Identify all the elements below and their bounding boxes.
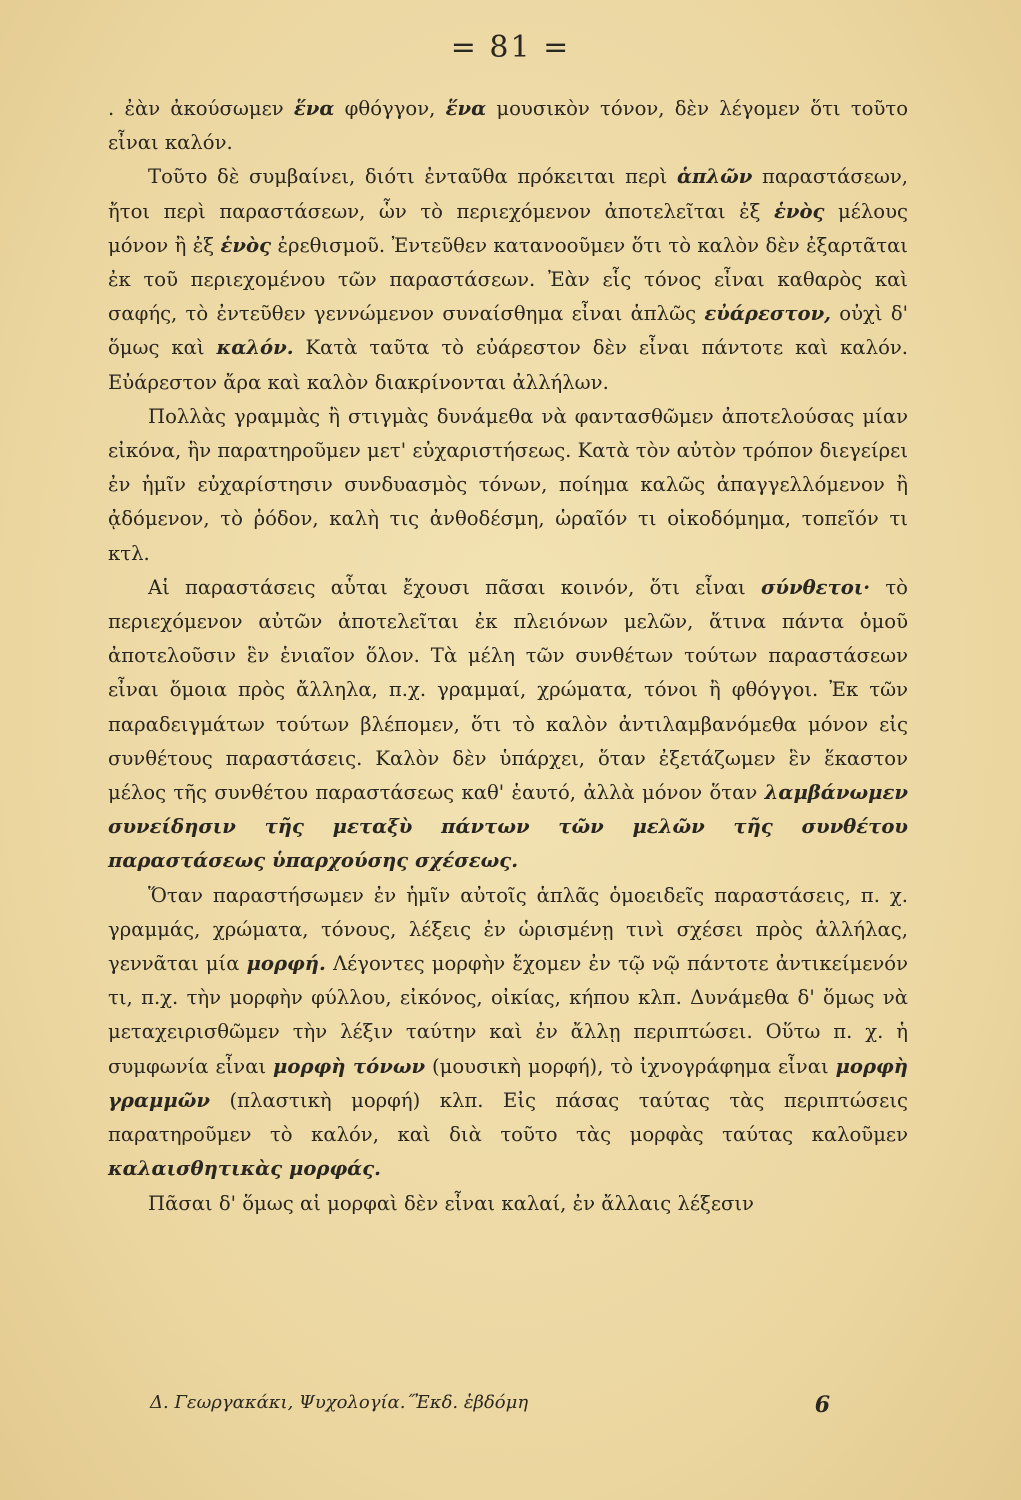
- emphasis-text: ἑνὸς: [773, 199, 825, 223]
- text-run: Λέγοντες μορφὴν ἔχομεν ἐν τῷ νῷ πάντοτε ἀντικείμενόν τι, π.χ. τὴν μορφὴν φύλλου, εἰκόνος, οἰκίας, κήπου κλπ. Δυνάμεθα δ' ὅμως νὰ μεταχειρισθῶμεν τὴν λέξιν ταύτην καὶ ἐν ἄλλῃ περιπτώσει. Οὕτω π. χ. ἡ συμφωνία εἶναι: [108, 952, 909, 1078]
- text-run: Πᾶσαι δ' ὅμως αἱ μορφαὶ δὲν εἶναι καλαί, ἐν ἄλλαις λέξεσιν: [148, 1191, 754, 1215]
- emphasis-text: σύνθετοι·: [760, 575, 871, 599]
- text-run: (μουσικὴ μορφή), τὸ ἰχνογράφημα εἶναι: [425, 1054, 836, 1078]
- text-run: οὐχὶ δ' ὅμως καὶ: [108, 302, 909, 360]
- emphasis-text: καλόν.: [216, 336, 294, 360]
- paragraph: [108, 400, 908, 571]
- text-run: ἐρεθισμοῦ. Ἐντεῦθεν κατανοοῦμεν ὅτι τὸ καλὸν δὲν ἐξαρτᾶται ἐκ τοῦ περιεχομένου τῶν παραστάσεων. Ἐὰν εἷς τόνος εἶναι καθαρὸς καὶ σαφής, τὸ ἐντεῦθεν γεννώμενον συναίσθημα εἶναι ἁπλῶς: [108, 233, 908, 326]
- paragraph: [108, 1187, 908, 1221]
- text-run: (πλαστικὴ μορφή) κλπ. Εἰς πάσας ταύτας τὰς περιπτώσεις παρατηροῦμεν τὸ καλόν, καὶ διὰ τοῦτο τὰς μορφὰς ταύτας καλοῦμεν: [108, 1088, 908, 1147]
- footer: [150, 1392, 830, 1418]
- emphasis-text: μορφή.: [246, 952, 326, 976]
- emphasis-text: ἁπλῶν: [676, 165, 753, 189]
- text-run: . ἐὰν ἀκούσωμεν: [108, 97, 294, 120]
- emphasis-text: ἕνα: [293, 97, 335, 120]
- text-run: μουσικὸν τόνον, δὲν λέγομεν ὅτι τοῦτο εἶναι καλόν.: [108, 97, 908, 155]
- printer-signature: Δ. Γεωργακάκι, Ψυχολογία.˝Ἐκδ. ἑβδόμη: [150, 1392, 529, 1413]
- emphasis-text: λαμβάνωμεν συνείδησιν τῆς μεταξὺ πάντων τῶν μελῶν τῆς συνθέτου παραστάσεως ὑπαρχούσης σχέσεως.: [108, 781, 908, 873]
- text-run: Κατὰ ταῦτα τὸ εὐάρεστον δὲν εἶναι πάντοτε καὶ καλόν. Εὐάρεστον ἄρα καὶ καλὸν διακρίνονται ἀλλήλων.: [108, 336, 909, 394]
- emphasis-text: μορφὴ γραμμῶν: [108, 1054, 908, 1112]
- body-text: [108, 92, 908, 1221]
- text-run: μέλους μόνον ἢ ἐξ: [108, 199, 908, 257]
- paragraph: [108, 160, 908, 399]
- text-run: Ὅταν παραστήσωμεν ἐν ἡμῖν αὐτοῖς ἁπλᾶς ὁμοειδεῖς παραστάσεις, π. χ. γραμμάς, χρώματα, τόνους, λέξεις ἐν ὡρισμένῃ τινὶ σχέσει πρὸς ἀλλήλας, γεννᾶται μία: [108, 883, 908, 976]
- text-run: φθόγγον,: [334, 97, 446, 120]
- emphasis-text: ἑνὸς: [220, 233, 272, 257]
- emphasis-text: εὐάρεστον,: [704, 302, 831, 326]
- paragraph: [108, 879, 908, 1187]
- sheet-number: 6: [814, 1392, 830, 1418]
- text-run: παραστάσεων, ἤτοι περὶ παραστάσεων, ὧν τὸ περιεχόμενον ἀποτελεῖται ἐξ: [108, 165, 909, 223]
- text-run: Τοῦτο δὲ συμβαίνει, διότι ἐνταῦθα πρόκειται περὶ: [148, 165, 677, 189]
- text-run: Αἱ παραστάσεις αὗται ἔχουσι πᾶσαι κοινόν, ὅτι εἶναι: [148, 575, 761, 599]
- page-number: = 81 =: [450, 30, 571, 65]
- emphasis-text: μορφὴ τόνων: [273, 1054, 426, 1078]
- emphasis-text: καλαισθητικὰς μορφάς.: [108, 1157, 382, 1181]
- emphasis-text: ἕνα: [445, 97, 487, 120]
- paragraph: [108, 92, 908, 160]
- text-run: τὸ περιεχόμενον αὐτῶν ἀποτελεῖται ἐκ πλειόνων μελῶν, ἅτινα πάντα ὁμοῦ ἀποτελοῦσιν ἓν ἑνιαῖον ὅλον. Τὰ μέλη τῶν συνθέτων τούτων παραστάσεων εἶναι ὅμοια πρὸς ἄλληλα, π.χ. γραμμαί, χρώματα, τόνοι ἢ φθόγγοι. Ἐκ τῶν παραδειγμάτων τούτων βλέπομεν, ὅτι τὸ καλὸν ἀντιλαμβανόμεθα μόνον εἰς συνθέτους παραστάσεις. Καλὸν δὲν ὑπάρχει, ὅταν ἐξετάζωμεν ἓν ἕκαστον μέλος τῆς συνθέτου παραστάσεως καθ' ἑαυτό, ἀλλὰ μόνον ὅταν: [108, 575, 908, 805]
- paragraph: [108, 571, 908, 879]
- text-run: Πολλὰς γραμμὰς ἢ στιγμὰς δυνάμεθα νὰ φαντασθῶμεν ἀποτελούσας μίαν εἰκόνα, ἣν παρατηροῦμεν μετ' εὐχαριστήσεως. Κατὰ τὸν αὐτὸν τρόπον διεγείρει ἐν ἡμῖν εὐχαρίστησιν συνδυασμὸς τόνων, ποίημα καλῶς ἀπαγγελλόμενον ἢ ᾀδόμενον, τὸ ῥόδον, καλὴ τις ἀνθοδέσμη, ὡραῖόν τι οἰκοδόμημα, τοπεῖόν τι κτλ.: [108, 404, 908, 565]
